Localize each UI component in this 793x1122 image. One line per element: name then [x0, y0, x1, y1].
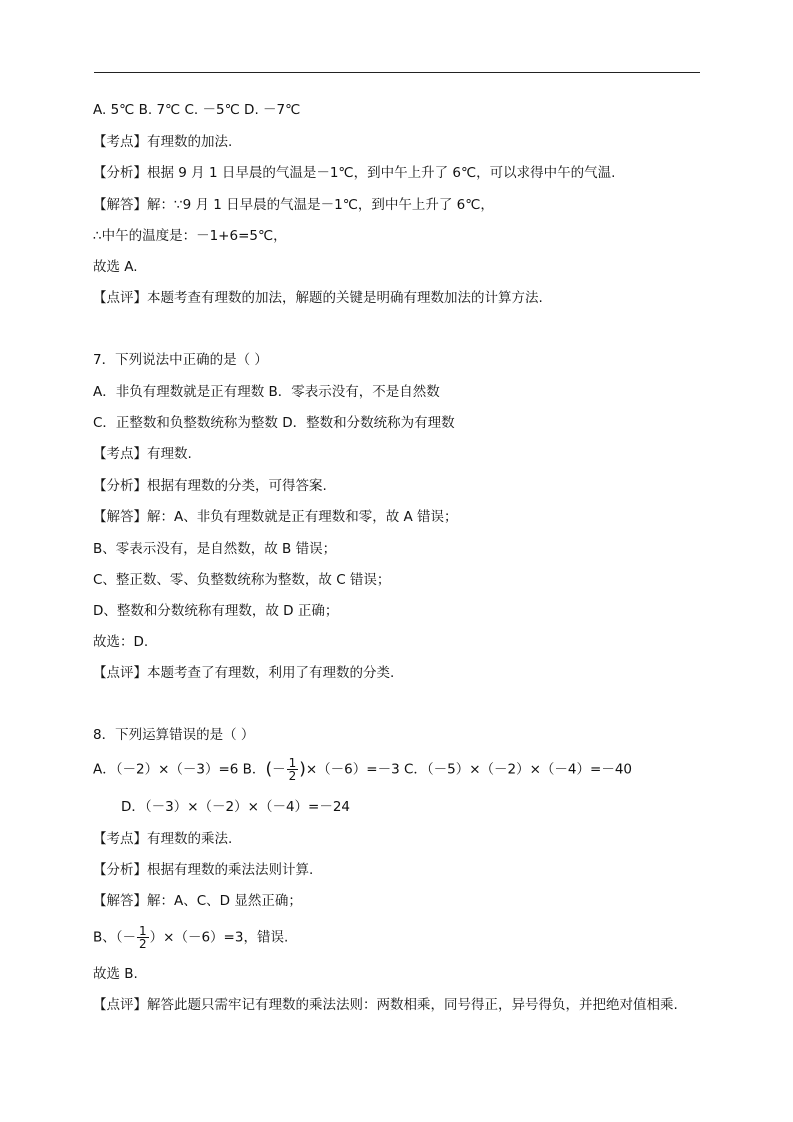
q6-dianping: 【点评】本题考查有理数的加法，解题的关键是明确有理数加法的计算方法.: [93, 290, 543, 306]
q8-line-b-fraction: [137, 925, 149, 950]
q7-kaodian: 【考点】有理数.: [93, 446, 192, 462]
q8-line-b-fraction-denominator: 2: [139, 937, 147, 951]
q8-line-b-fraction-numerator: 1: [139, 924, 147, 938]
q8-line-b-prefix: B、（－: [93, 929, 137, 946]
q7-line-b: B、零表示没有，是自然数，故 B 错误；: [93, 541, 337, 557]
q6-fenxi: 【分析】根据 9 月 1 日早晨的气温是－1℃，到中午上升了 6℃，可以求得中午的气温.: [93, 165, 616, 181]
q7-fenxi: 【分析】根据有理数的分类，可得答案.: [93, 478, 327, 494]
q7-dianping: 【点评】本题考查了有理数，利用了有理数的分类.: [93, 665, 395, 681]
q8-close-paren: ): [299, 759, 306, 780]
q7-answer: 故选：D.: [93, 634, 149, 650]
q8-answer: 故选 B.: [93, 966, 138, 982]
q8-line-b: [93, 925, 288, 950]
q6-options: A. 5℃ B. 7℃ C. －5℃ D. －7℃: [93, 102, 301, 118]
q8-option-b-sign: －: [272, 761, 286, 778]
q8-option-d: D．（－3）×（－2）×（－4）=－24: [121, 799, 351, 815]
q6-step: ∴中午的温度是：－1+6=5℃，: [93, 228, 287, 244]
header-rule: [94, 72, 700, 73]
q8-fenxi: 【分析】根据有理数的乘法法则计算.: [93, 862, 314, 878]
q8-jieda: 【解答】解：A、C、D 显然正确；: [93, 893, 302, 909]
q6-jieda: 【解答】解：∵9 月 1 日早晨的气温是－1℃，到中午上升了 6℃，: [93, 197, 494, 213]
q7-question: 7．下列说法中正确的是（ ）: [93, 352, 268, 368]
q6-kaodian: 【考点】有理数的加法.: [93, 134, 233, 150]
q7-line-c: C、整正数、零、负整数统称为整数，故 C 错误；: [93, 572, 391, 588]
q8-option-a: A．（－2）×（－3）=6 B．: [93, 761, 266, 778]
q7-jieda: 【解答】解：A、非负有理数就是正有理数和零，故 A 错误；: [93, 509, 458, 525]
q8-dianping: 【点评】解答此题只需牢记有理数的乘法法则：两数相乘，同号得正，异号得负，并把绝对值相乘.: [93, 997, 678, 1013]
q8-kaodian: 【考点】有理数的乘法.: [93, 831, 233, 847]
q8-fraction: [287, 757, 299, 782]
q7-line-d: D、整数和分数统称有理数，故 D 正确；: [93, 603, 339, 619]
q6-answer: 故选 A.: [93, 259, 138, 275]
q8-options-abc: [93, 757, 632, 782]
q8-open-paren: (: [265, 759, 273, 780]
q8-fraction-denominator: 2: [288, 769, 297, 783]
q7-options-ab: A．非负有理数就是正有理数 B．零表示没有，不是自然数: [93, 384, 440, 400]
q8-question: 8．下列运算错误的是（ ）: [93, 727, 255, 743]
q8-option-b-rest: ×（－6）=－3 C．（－5）×（－2）×（－4）=－40: [305, 761, 633, 778]
q7-options-cd: C．正整数和负整数统称为整数 D．整数和分数统称为有理数: [93, 415, 455, 431]
q8-fraction-numerator: 1: [288, 756, 297, 770]
q8-line-b-suffix: ）×（－6）=3，错误.: [149, 929, 289, 946]
